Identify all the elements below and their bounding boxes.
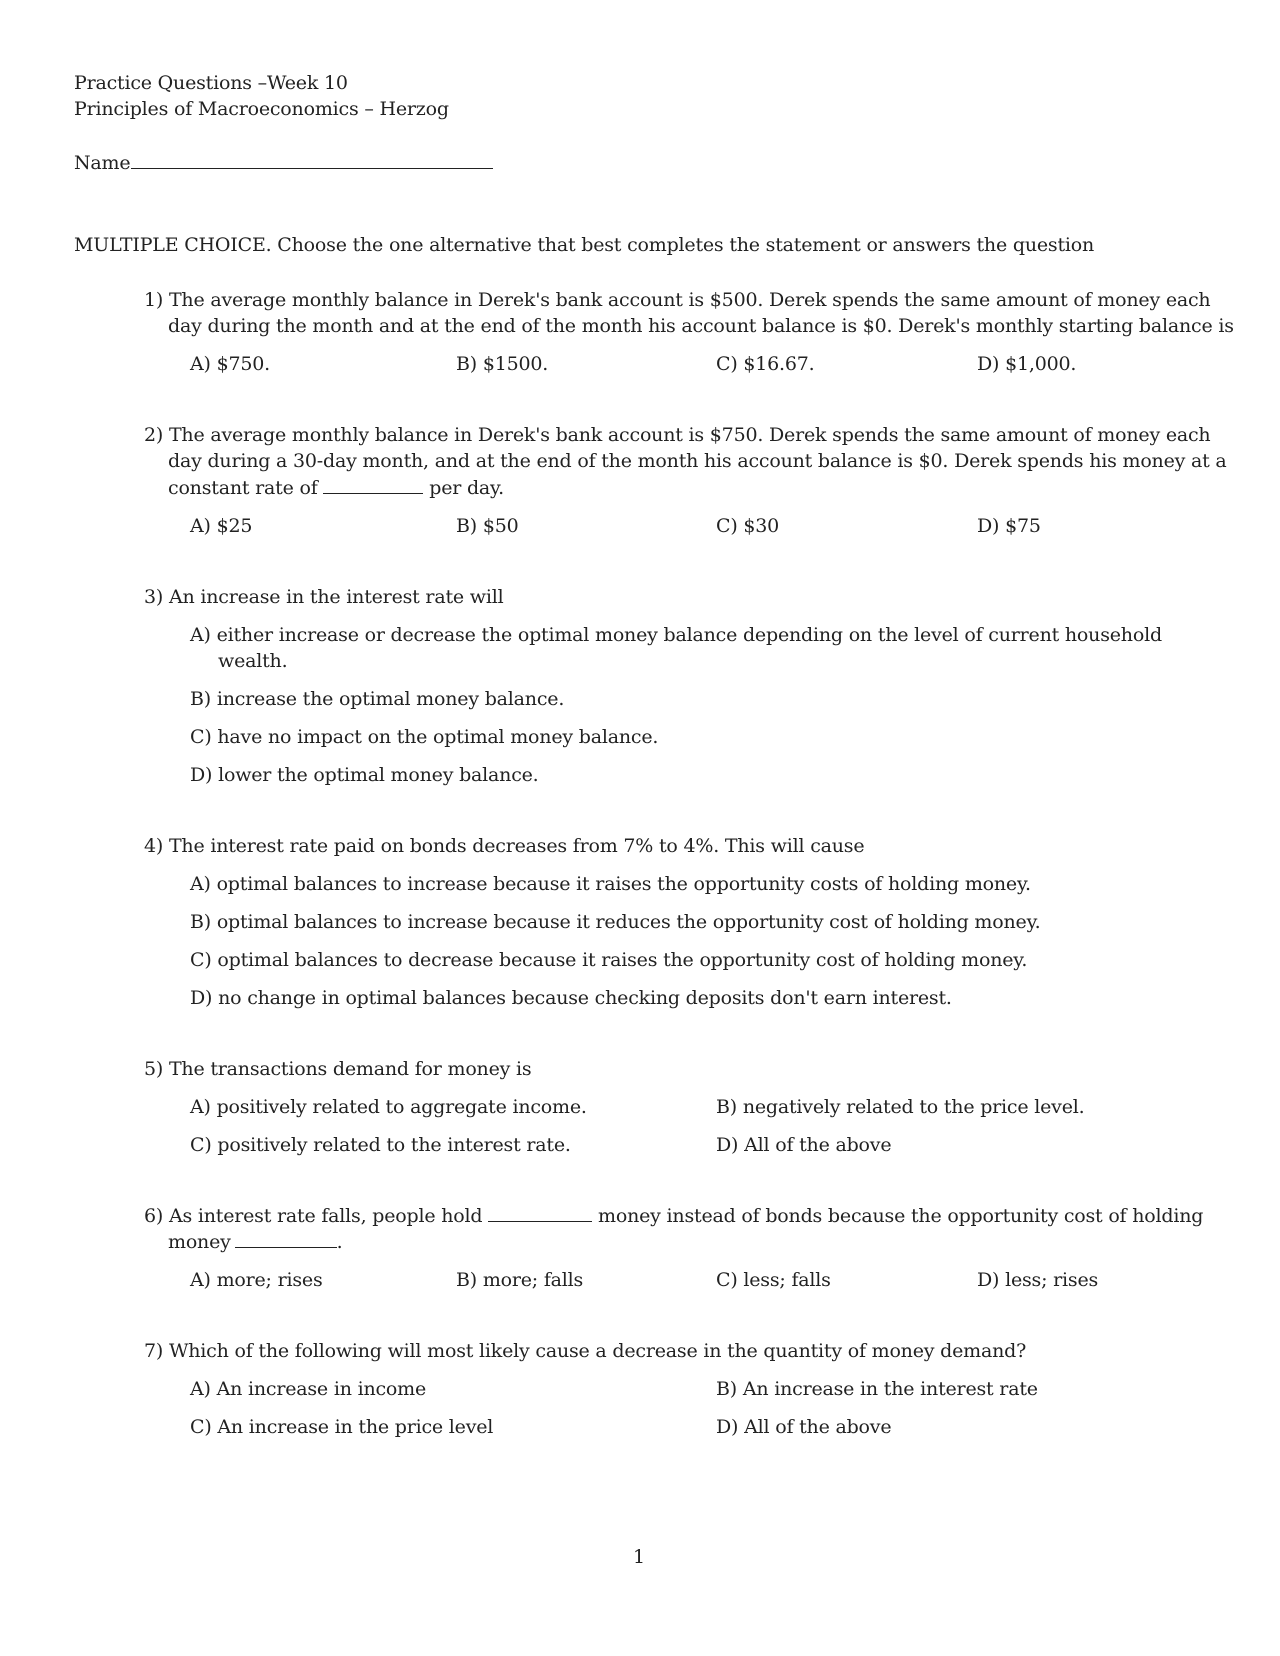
answer-option[interactable]: C) $16.67.	[716, 353, 815, 375]
answer-option[interactable]: D) lower the optimal money balance.	[190, 764, 539, 786]
question-3-line-1: 3) An increase in the interest rate will	[144, 586, 504, 608]
header-course-title: Principles of Macroeconomics – Herzog	[74, 98, 449, 120]
instructions: MULTIPLE CHOICE. Choose the one alternative that best completes the statement or answers the question	[74, 234, 1095, 256]
question-2-line-3	[168, 475, 504, 502]
answer-option[interactable]: A) $25	[190, 515, 253, 537]
answer-blank	[323, 475, 423, 494]
answer-option[interactable]: A) optimal balances to increase because it raises the opportunity costs of holding money.	[190, 873, 1031, 895]
answer-blank	[235, 1229, 337, 1248]
answer-option[interactable]: B) $50	[456, 515, 519, 537]
answer-option[interactable]: A) positively related to aggregate income.	[190, 1096, 587, 1118]
question-2-line-1: 2) The average monthly balance in Derek's bank account is $750. Derek spends the same amount of money each	[144, 424, 1211, 446]
name-blank-line[interactable]	[131, 150, 493, 169]
answer-option[interactable]: D) All of the above	[716, 1416, 892, 1438]
answer-option[interactable]: B) optimal balances to increase because it reduces the opportunity cost of holding money.	[190, 911, 1041, 933]
answer-option[interactable]: C) An increase in the price level	[190, 1416, 494, 1438]
answer-option[interactable]: A) more; rises	[190, 1269, 323, 1291]
answer-option[interactable]: B) increase the optimal money balance.	[190, 688, 565, 710]
answer-option[interactable]: C) less; falls	[716, 1269, 831, 1291]
answer-option[interactable]: D) All of the above	[716, 1134, 892, 1156]
answer-option[interactable]: C) positively related to the interest rate.	[190, 1134, 571, 1156]
answer-option[interactable]: C) have no impact on the optimal money balance.	[190, 726, 659, 748]
answer-option[interactable]: D) $1,000.	[977, 353, 1077, 375]
answer-blank	[488, 1203, 592, 1222]
answer-option[interactable]: B) negatively related to the price level.	[716, 1096, 1085, 1118]
answer-option[interactable]: B) $1500.	[456, 353, 549, 375]
name-label: Name	[74, 152, 131, 174]
question-6-line-2	[168, 1229, 343, 1256]
question-6-text-before-blank: 6) As interest rate falls, people hold	[144, 1205, 483, 1227]
answer-option[interactable]: D) $75	[977, 515, 1041, 537]
answer-option[interactable]: A) $750.	[190, 353, 270, 375]
name-field[interactable]	[74, 150, 493, 177]
question-1-line-1: 1) The average monthly balance in Derek's bank account is $500. Derek spends the same amount of money each	[144, 289, 1211, 311]
header-course-week: Practice Questions –Week 10	[74, 72, 348, 94]
answer-option[interactable]: D) no change in optimal balances because checking deposits don't earn interest.	[190, 987, 952, 1009]
question-7-line-1: 7) Which of the following will most likely cause a decrease in the quantity of money demand?	[144, 1340, 1027, 1362]
answer-option-continuation: wealth.	[218, 650, 288, 672]
question-6-text-before-blank-2: money	[168, 1231, 231, 1253]
question-6-line-1	[144, 1203, 1203, 1230]
page-number: 1	[633, 1546, 645, 1568]
answer-option[interactable]: B) more; falls	[456, 1269, 584, 1291]
question-2-text-before-blank: constant rate of	[168, 477, 318, 499]
question-6-text-after-blank: money instead of bonds because the opportunity cost of holding	[598, 1205, 1204, 1227]
question-1-line-2: day during the month and at the end of the month his account balance is $0. Derek's monthly starting balance is	[168, 315, 1234, 337]
question-4-line-1: 4) The interest rate paid on bonds decreases from 7% to 4%. This will cause	[144, 835, 865, 857]
answer-option[interactable]: C) optimal balances to decrease because it raises the opportunity cost of holding money.	[190, 949, 1028, 971]
question-2-text-after-blank: per day.	[429, 477, 504, 499]
answer-option[interactable]: B) An increase in the interest rate	[716, 1378, 1038, 1400]
answer-option[interactable]: A) either increase or decrease the optimal money balance depending on the level of current household	[190, 624, 1162, 646]
answer-option[interactable]: C) $30	[716, 515, 780, 537]
question-5-line-1: 5) The transactions demand for money is	[144, 1058, 532, 1080]
answer-option[interactable]: A) An increase in income	[190, 1378, 427, 1400]
question-2-line-2: day during a 30-day month, and at the end of the month his account balance is $0. Derek spends his money at a	[168, 450, 1227, 472]
answer-option[interactable]: D) less; rises	[977, 1269, 1099, 1291]
question-6-text-after-blank-2: .	[336, 1231, 343, 1253]
